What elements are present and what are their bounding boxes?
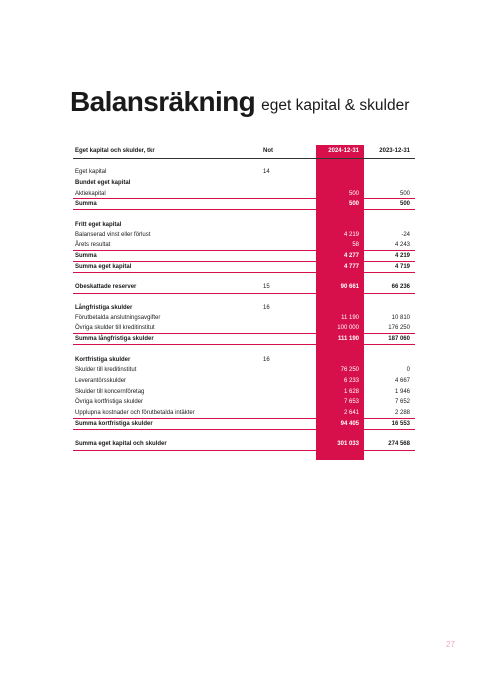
row-label: Summa — [75, 253, 97, 259]
row-value-2024: 7 653 — [343, 399, 359, 405]
row-label: Skulder till kreditinstitut — [75, 367, 137, 373]
row-value-2024: 4 777 — [343, 264, 359, 270]
row-value-2024: 301 033 — [337, 441, 359, 447]
table-row — [0, 262, 480, 272]
page-number: 27 — [446, 640, 455, 649]
row-value-2023: 4 667 — [394, 378, 410, 384]
row-label: Summa — [75, 201, 97, 207]
table-row — [0, 251, 480, 261]
row-divider — [73, 209, 415, 210]
row-label: Eget kapital — [75, 169, 107, 175]
row-value-2023: 2 288 — [394, 410, 410, 416]
table-row — [0, 419, 480, 429]
row-value-2023: 500 — [399, 191, 410, 197]
row-label: Obeskattade reserver — [75, 284, 137, 290]
table-row — [0, 303, 480, 313]
row-value-2024: 500 — [348, 191, 359, 197]
row-value-2023: 500 — [399, 201, 410, 207]
row-label: Bundet eget kapital — [75, 180, 131, 186]
row-label: Övriga skulder till kreditinstitut — [75, 325, 155, 331]
header-note: Not — [263, 148, 273, 154]
page-subtitle: eget kapital & skulder — [261, 97, 410, 114]
table-row — [0, 355, 480, 365]
row-label: Årets resultat — [75, 242, 111, 248]
header-col-2024: 2024-12-31 — [328, 148, 359, 154]
row-label: Summa långfristiga skulder — [75, 336, 154, 342]
row-value-2024: 4 219 — [343, 232, 359, 238]
table-row — [0, 376, 480, 386]
table-row — [0, 178, 480, 188]
table-row — [0, 282, 480, 292]
row-note: 14 — [263, 169, 270, 175]
row-divider — [73, 293, 415, 294]
row-value-2023: 4 719 — [394, 264, 410, 270]
row-note: 15 — [263, 284, 270, 290]
row-note: 16 — [263, 357, 270, 363]
row-value-2023: 0 — [406, 367, 410, 373]
header-rule — [73, 158, 415, 159]
row-value-2024: 94 405 — [340, 421, 359, 427]
row-value-2023: 187 060 — [388, 336, 410, 342]
table-row — [0, 397, 480, 407]
row-label: Övriga kortfristiga skulder — [75, 399, 144, 405]
row-value-2024: 58 — [352, 242, 359, 248]
row-value-2023: 66 236 — [391, 284, 410, 290]
row-label: Summa kortfristiga skulder — [75, 421, 153, 427]
row-value-2023: 4 219 — [394, 253, 410, 259]
row-divider — [73, 344, 415, 345]
row-value-2024: 11 190 — [341, 315, 359, 321]
row-value-2024: 4 277 — [343, 253, 359, 259]
row-label: Summa eget kapital — [75, 264, 132, 270]
row-value-2023: 10 810 — [391, 315, 410, 321]
row-value-2024: 1 628 — [343, 389, 359, 395]
header-label: Eget kapital och skulder, tkr — [75, 148, 155, 154]
header-col-2023: 2023-12-31 — [379, 148, 410, 154]
table-row — [0, 167, 480, 177]
row-note: 16 — [263, 305, 270, 311]
row-value-2024: 6 233 — [343, 378, 359, 384]
page-title: Balansräkning — [70, 86, 256, 117]
row-label: Balanserad vinst eller förlust — [75, 232, 151, 238]
row-value-2024: 90 661 — [340, 284, 359, 290]
row-label: Skulder till koncernföretag — [75, 389, 145, 395]
row-value-2023: 274 568 — [388, 441, 410, 447]
row-divider — [73, 272, 415, 273]
table-row — [0, 334, 480, 344]
row-label: Långfristiga skulder — [75, 305, 133, 311]
row-value-2023: 7 652 — [394, 399, 410, 405]
row-value-2023: 176 250 — [388, 325, 410, 331]
row-value-2023: 16 553 — [391, 421, 410, 427]
table-row — [0, 240, 480, 250]
row-value-2024: 100 000 — [337, 325, 359, 331]
table-row — [0, 323, 480, 333]
row-value-2023: -24 — [401, 232, 410, 238]
row-value-2024: 76 250 — [340, 367, 359, 373]
table-row-total — [0, 439, 480, 449]
table-header — [0, 146, 480, 156]
row-label: Fritt eget kapital — [75, 222, 122, 228]
row-value-2024: 111 190 — [337, 336, 359, 342]
row-value-2024: 500 — [348, 201, 359, 207]
table-row — [0, 230, 480, 240]
table-row — [0, 365, 480, 375]
row-label: Aktiekapital — [75, 191, 106, 197]
row-label: Summa eget kapital och skulder — [75, 441, 167, 447]
row-label: Upplupna kostnader och förutbetalda intäkter — [75, 410, 195, 416]
row-value-2024: 2 641 — [343, 410, 359, 416]
row-label: Förutbetalda anslutningsavgifter — [75, 315, 161, 321]
row-divider — [73, 450, 415, 451]
table-row — [0, 387, 480, 397]
row-label: Kortfristiga skulder — [75, 357, 131, 363]
table-row — [0, 408, 480, 418]
row-label: Leverantörsskulder — [75, 378, 127, 384]
row-value-2023: 4 243 — [394, 242, 410, 248]
table-row — [0, 313, 480, 323]
row-divider — [73, 429, 415, 430]
row-value-2023: 1 946 — [394, 389, 410, 395]
table-row — [0, 220, 480, 230]
table-row — [0, 199, 480, 209]
